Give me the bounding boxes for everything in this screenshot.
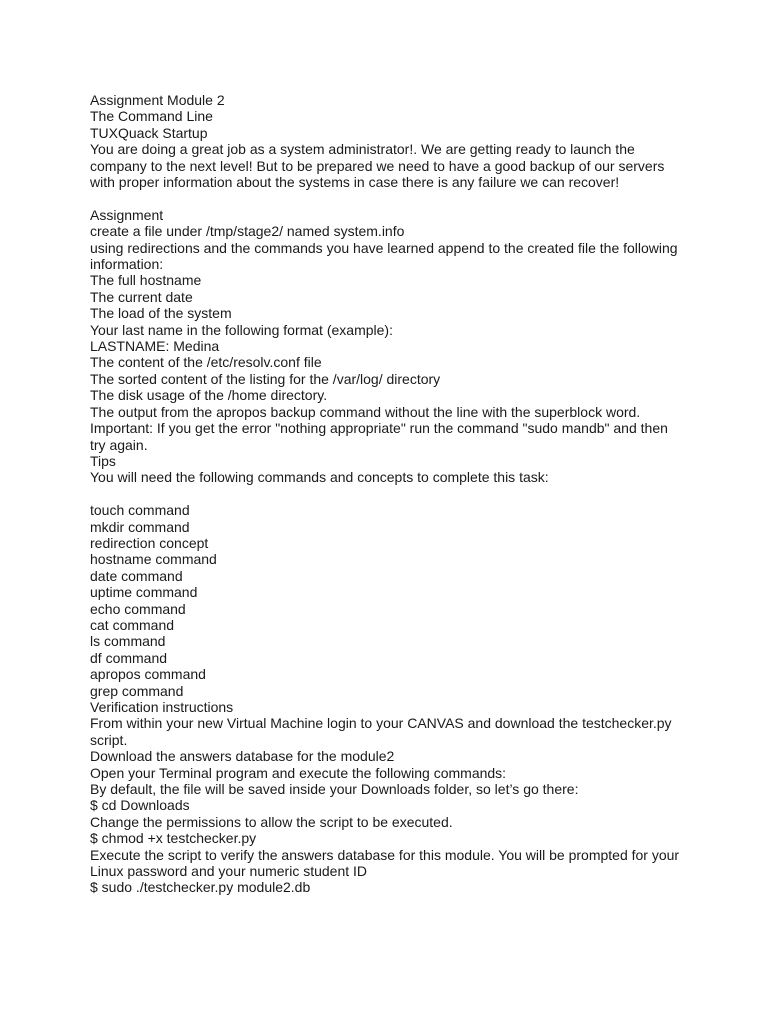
text-line: information:	[90, 256, 164, 273]
text-line: Important: If you get the error "nothing appropriate" run the command "sudo mandb" and then	[90, 420, 668, 437]
text-line: The output from the apropos backup command without the line with the superblock word.	[90, 403, 641, 420]
text-line: $ cd Downloads	[90, 797, 190, 814]
text-line: The current date	[90, 288, 193, 305]
text-line: $ chmod +x testchecker.py	[90, 830, 257, 847]
text-line: The disk usage of the /home directory.	[90, 387, 328, 404]
text-line: echo command	[90, 600, 186, 617]
blank-line	[90, 190, 690, 206]
text-line: Verification instructions	[90, 699, 234, 715]
text-line: Execute the script to verify the answers database for this module. You will be prompted for your	[90, 846, 680, 863]
text-line: The content of the /etc/resolv.conf file	[90, 354, 322, 371]
text-line: $ sudo ./testchecker.py module2.db	[90, 879, 311, 896]
text-line: create a file under /tmp/stage2/ named system.info	[90, 223, 405, 240]
text-line: Assignment Module 2	[90, 92, 225, 108]
text-line: redirection concept	[90, 534, 209, 551]
text-line: The load of the system	[90, 305, 232, 322]
text-line: Your last name in the following format (example):	[90, 321, 393, 338]
text-line: Download the answers database for the module2	[90, 748, 395, 765]
text-line: try again.	[90, 436, 148, 453]
blank-line	[90, 486, 690, 502]
text-line: Change the permissions to allow the script to be executed.	[90, 813, 453, 830]
text-line: cat command	[90, 616, 175, 633]
text-line: uptime command	[90, 584, 198, 601]
text-line: df command	[90, 649, 168, 666]
text-line: LASTNAME: Medina	[90, 338, 220, 355]
text-line: By default, the file will be saved inside your Downloads folder, so let’s go there:	[90, 781, 579, 798]
text-line: From within your new Virtual Machine login to your CANVAS and download the testchecker.py	[90, 715, 672, 732]
text-line: You will need the following commands and concepts to complete this task:	[90, 469, 549, 486]
text-line: script.	[90, 731, 128, 748]
text-line: You are doing a great job as a system administrator!. We are getting ready to launch the	[90, 141, 635, 158]
text-line: hostname command	[90, 551, 217, 568]
text-line: apropos command	[90, 666, 206, 683]
text-line: The sorted content of the listing for the /var/log/ directory	[90, 370, 441, 387]
text-line: with proper information about the systems in case there is any failure we can recover!	[90, 174, 620, 191]
text-line: The Command Line	[90, 108, 213, 125]
text-line: grep command	[90, 682, 184, 699]
text-line: TUXQuack Startup	[90, 124, 208, 141]
text-line: Open your Terminal program and execute the following commands:	[90, 764, 507, 781]
text-line: Assignment	[90, 206, 164, 223]
text-line: Tips	[90, 452, 116, 469]
text-line: Linux password and your numeric student ID	[90, 863, 368, 880]
text-line: touch command	[90, 502, 190, 519]
text-line: date command	[90, 567, 183, 584]
document-page	[90, 92, 690, 896]
text-line: ls command	[90, 633, 166, 650]
text-line: The full hostname	[90, 272, 202, 289]
text-line: company to the next level! But to be prepared we need to have a good backup of our servers	[90, 157, 665, 174]
text-line: using redirections and the commands you have learned append to the created file the following	[90, 239, 678, 256]
text-line: mkdir command	[90, 518, 190, 535]
